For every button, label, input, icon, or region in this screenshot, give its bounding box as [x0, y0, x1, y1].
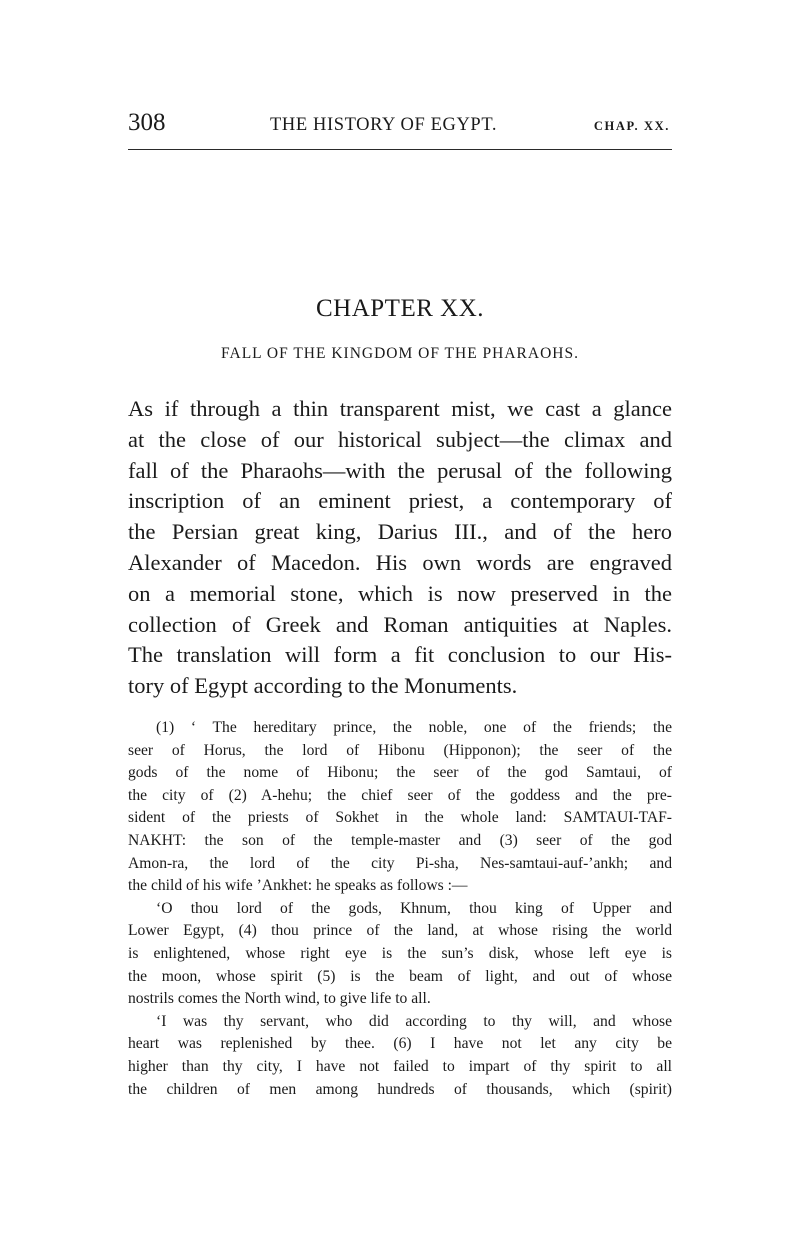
inscription-line: the city of (2) A-hehu; the chief seer of the goddess and the pre-: [128, 786, 672, 804]
inscription-line: higher than thy city, I have not failed to impart of thy spirit to all: [128, 1057, 672, 1075]
page-number: 308: [128, 109, 166, 136]
intro-line: tory of Egypt according to the Monuments.: [128, 673, 518, 699]
inscription-line: ‘O thou lord of the gods, Khnum, thou king of Upper and: [156, 899, 672, 917]
inscription-line: the children of men among hundreds of thousands, which (spirit): [128, 1080, 672, 1098]
inscription-line: seer of Horus, the lord of Hibonu (Hipponon); the seer of the: [128, 741, 672, 759]
intro-line: at the close of our historical subject—the climax and: [128, 426, 672, 452]
running-head: [128, 104, 672, 144]
inscription-line: NAKHT: the son of the temple-master and (3) seer of the god: [128, 831, 672, 849]
inscription-line: the child of his wife ’Ankhet: he speaks as follows :—: [128, 877, 468, 895]
running-title: THE HISTORY OF EGYPT.: [270, 115, 498, 135]
inscription-line: heart was replenished by thee. (6) I have not let any city be: [128, 1035, 672, 1053]
chapter-title: CHAPTER XX.: [315, 295, 484, 322]
inscription-text: [128, 717, 672, 1101]
running-chapter-label: CHAP. XX.: [593, 119, 670, 133]
intro-line: fall of the Pharaohs—with the perusal of the following: [128, 457, 672, 483]
inscription-line: gods of the nome of Hibonu; the seer of the god Samtaui, of: [128, 764, 672, 782]
intro-line: The translation will form a fit conclusion to our His-: [128, 642, 672, 668]
inscription-line: nostrils comes the North wind, to give life to all.: [128, 990, 431, 1008]
intro-line: Alexander of Macedon. His own words are engraved: [128, 549, 672, 575]
inscription-line: Lower Egypt, (4) thou prince of the land, at whose rising the world: [128, 922, 672, 940]
intro-line: As if through a thin transparent mist, we cast a glance: [128, 396, 672, 421]
intro-line: the Persian great king, Darius III., and of the hero: [128, 519, 672, 545]
intro-line: on a memorial stone, which is now preserved in the: [128, 580, 672, 606]
intro-paragraph: [128, 394, 672, 702]
inscription-line: ‘I was thy servant, who did according to thy will, and whose: [156, 1012, 672, 1030]
intro-line: inscription of an eminent priest, a contemporary of: [128, 488, 672, 514]
inscription-line: Amon-ra, the lord of the city Pi-sha, Nes-samtaui-auf-’ankh; and: [128, 854, 672, 872]
header-rule: [128, 149, 672, 150]
inscription-line: (1) ‘ The hereditary prince, the noble, one of the friends; the: [156, 719, 672, 736]
inscription-line: is enlightened, whose right eye is the sun’s disk, whose left eye is: [128, 944, 672, 962]
inscription-line: sident of the priests of Sokhet in the whole land: SAMTAUI-TAF-: [128, 809, 672, 827]
inscription-line: the moon, whose spirit (5) is the beam of light, and out of whose: [128, 967, 672, 985]
chapter-subtitle: FALL OF THE KINGDOM OF THE PHARAOHS.: [221, 345, 579, 362]
intro-line: collection of Greek and Roman antiquities at Naples.: [128, 611, 672, 637]
